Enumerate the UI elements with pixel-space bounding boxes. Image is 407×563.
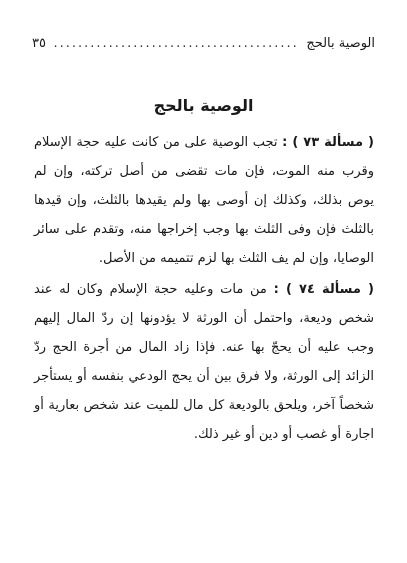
issue-label: ( مسألة ٧٣ ) : bbox=[282, 135, 374, 150]
paragraph-73 bbox=[34, 128, 374, 273]
paragraph-text: تجب الوصية على من كانت عليه حجة الإسلام وقرب منه الموت، فإن مات تقضى من أصل تركته، وإن لم يوص بذلك، وكذلك إن أوصى بها ولم يقيدها بالثلث، وإن قيدها بالثلث فإن وفى الثلث بها وجب إخراجها منه، وتقدم على سائر الوصايا، وإن لم يف الثلث بها لزم تتميمه من الأصل. bbox=[34, 135, 374, 266]
running-title: الوصية بالحج bbox=[306, 36, 375, 51]
page-number: ٣٥ bbox=[32, 36, 46, 51]
issue-label: ( مسألة ٧٤ ) : bbox=[273, 282, 375, 297]
section-title: الوصية بالحج bbox=[153, 96, 254, 115]
running-header bbox=[32, 36, 375, 51]
paragraph-text: من مات وعليه حجة الإسلام وكان له عند شخص وديعة، واحتمل أن الورثة لا يؤدونها إن ردّ المال إليهم وجب عليه أن يحجّ بها عنه. فإذا زاد المال من أجرة الحج ردّ الزائد إلى الورثة، ولا فرق بين أن يحج الودعي بنفسه أو يستأجر شخصاً آخر، ويلحق بالوديعة كل مال للميت عند شخص بعارية أو اجارة أو غصب أو دين أو غير ذلك. bbox=[34, 282, 374, 442]
paragraph-74 bbox=[34, 275, 374, 449]
body-text bbox=[34, 128, 374, 449]
leader-dots: ........................................ bbox=[53, 36, 299, 51]
